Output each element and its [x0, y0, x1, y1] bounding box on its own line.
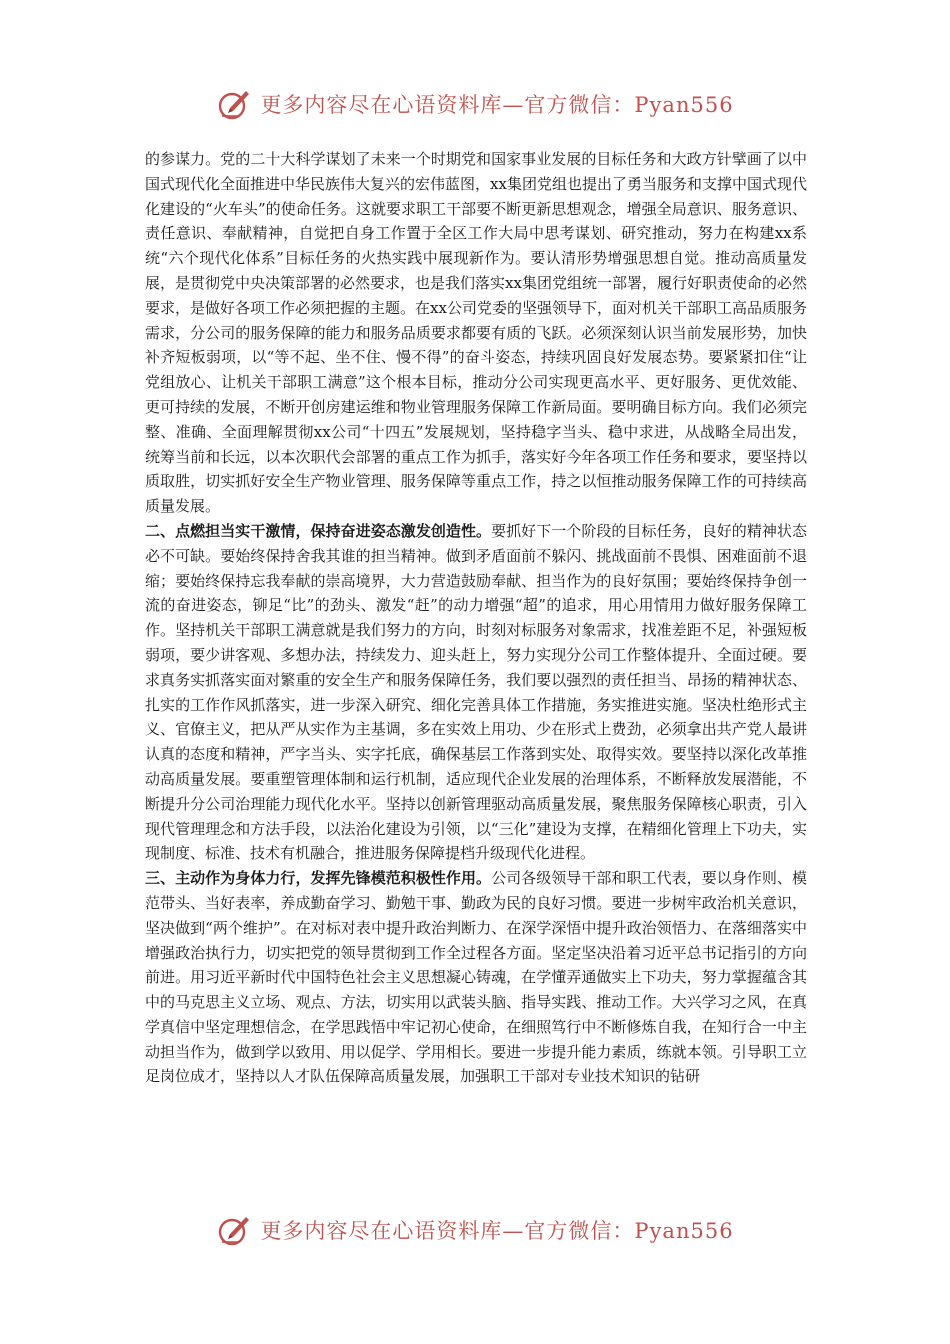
footer-banner [0, 1208, 950, 1252]
paragraph-2-heading: 二、点燃担当实干激情，保持奋进姿态激发创造性。 [145, 521, 492, 540]
pen-nib-logo-icon [216, 86, 252, 122]
paragraph-2-text: 要抓好下一个阶段的目标任务，良好的精神状态必不可缺。要始终保持舍我其谁的担当精神。做到矛盾面前不躲闪、挑战面前不畏惧、困难面前不退缩；要始终保持忘我奉献的崇高境界，大力营造鼓励奉献、担当作为的良好氛围；要始终保持争创一流的奋进姿态，铆足“比”的劲头、激发“赶”的动力增强“超”的追求，用心用情用力做好服务保障工作。坚持机关干部职工满意就是我们努力的方向，时刻对标服务对象需求，找准差距不足，补强短板弱项，要少讲客观、多想办法，持续发力、迎头赶上，努力实现分公司工作整体提升、全面过硬。要求真务实抓落实面对繁重的安全生产和服务保障任务，我们要以强烈的责任担当、昂扬的精神状态、扎实的工作作风抓落实，进一步深入研究、细化完善具体工作措施，务实推进实施。坚决杜绝形式主义、官僚主义，把从严从实作为主基调，多在实效上用功、少在形式上费劲，必须拿出共产党人最讲认真的态度和精神，严字当头、实字托底，确保基层工作落到实处、取得实效。要坚持以深化改革推动高质量发展。要重塑管理体制和运行机制，适应现代企业发展的治理体系，不断释放发展潜能，不断提升分公司治理能力现代化水平。坚持以创新管理驱动高质量发展，聚焦服务保障核心职责，引入现代管理理念和方法手段，以法治化建设为引领，以“三化”建设为支撑，在精细化管理上下功夫，实现制度、标准、技术有机融合，推进服务保障提档升级现代化进程。 [145, 521, 807, 863]
paragraph-1 [145, 147, 807, 519]
paragraph-3 [145, 866, 807, 1089]
pen-nib-logo-icon [216, 1212, 252, 1248]
footer-banner-text: 更多内容尽在心语资料库—官方微信：Pyan556 [260, 1219, 734, 1243]
document-body [145, 147, 807, 1197]
paragraph-3-heading: 三、主动作为身体力行，发挥先锋模范积极性作用。 [145, 869, 492, 888]
paragraph-3-text: 公司各级领导干部和职工代表，要以身作则、模范带头、当好表率，养成勤奋学习、勤勉干事、勤政为民的良好习惯。要进一步树牢政治机关意识，坚决做到“两个维护”。在对标对表中提升政治判断力、在深学深悟中提升政治领悟力、在落细落实中增强政治执行力，切实把党的领导贯彻到工作全过程各方面。坚定坚决沿着习近平总书记指引的方向前进。用习近平新时代中国特色社会主义思想凝心铸魂，在学懂弄通做实上下功夫，努力掌握蕴含其中的马克思主义立场、观点、方法，切实用以武装头脑、指导实践、推动工作。大兴学习之风，在真学真信中坚定理想信念，在学思践悟中牢记初心使命，在细照笃行中不断修炼自我，在知行合一中主动担当作为，做到学以致用、用以促学、学用相长。要进一步提升能力素质，练就本领。引导职工立足岗位成才，坚持以人才队伍保障高质量发展，加强职工干部对专业技术知识的钻研 [145, 869, 807, 1086]
paragraph-2 [145, 519, 807, 866]
paragraph-1-text: 的参谋力。党的二十大科学谋划了未来一个时期党和国家事业发展的目标任务和大政方针擘画了以中国式现代化全面推进中华民族伟大复兴的宏伟蓝图，xx集团党组也提出了勇当服务和支撑中国式现代化建设的“火车头”的使命任务。这就要求职工干部要不断更新思想观念，增强全局意识、服务意识、责任意识、奉献精神，自觉把自身工作置于全区工作大局中思考谋划、研究推动，努力在构建xx系统“六个现代化体系”目标任务的火热实践中展现新作为。要认清形势增强思想自觉。推动高质量发展，是贯彻党中央决策部署的必然要求，也是我们落实xx集团党组统一部署，履行好职责使命的必然要求，是做好各项工作必须把握的主题。在xx公司党委的坚强领导下，面对机关干部职工高品质服务需求，分公司的服务保障的能力和服务品质要求都要有质的飞跃。必须深刻认识当前发展形势，加快补齐短板弱项，以“等不起、坐不住、慢不得”的奋斗姿态，持续巩固良好发展态势。要紧紧扣住“让党组放心、让机关干部职工满意”这个根本目标，推动分公司实现更高水平、更好服务、更优效能、更可持续的发展，不断开创房建运维和物业管理服务保障工作新局面。要明确目标方向。我们必须完整、准确、全面理解贯彻xx公司“十四五”发展规划，坚持稳字当头、稳中求进，从战略全局出发，统筹当前和长远，以本次职代会部署的重点工作为抓手，落实好今年各项工作任务和要求，要坚持以质取胜，切实抓好安全生产物业管理、服务保障等重点工作，持之以恒推动服务保障工作的可持续高质量发展。 [145, 150, 807, 516]
header-banner-text: 更多内容尽在心语资料库—官方微信：Pyan556 [260, 93, 734, 117]
header-banner [0, 82, 950, 126]
